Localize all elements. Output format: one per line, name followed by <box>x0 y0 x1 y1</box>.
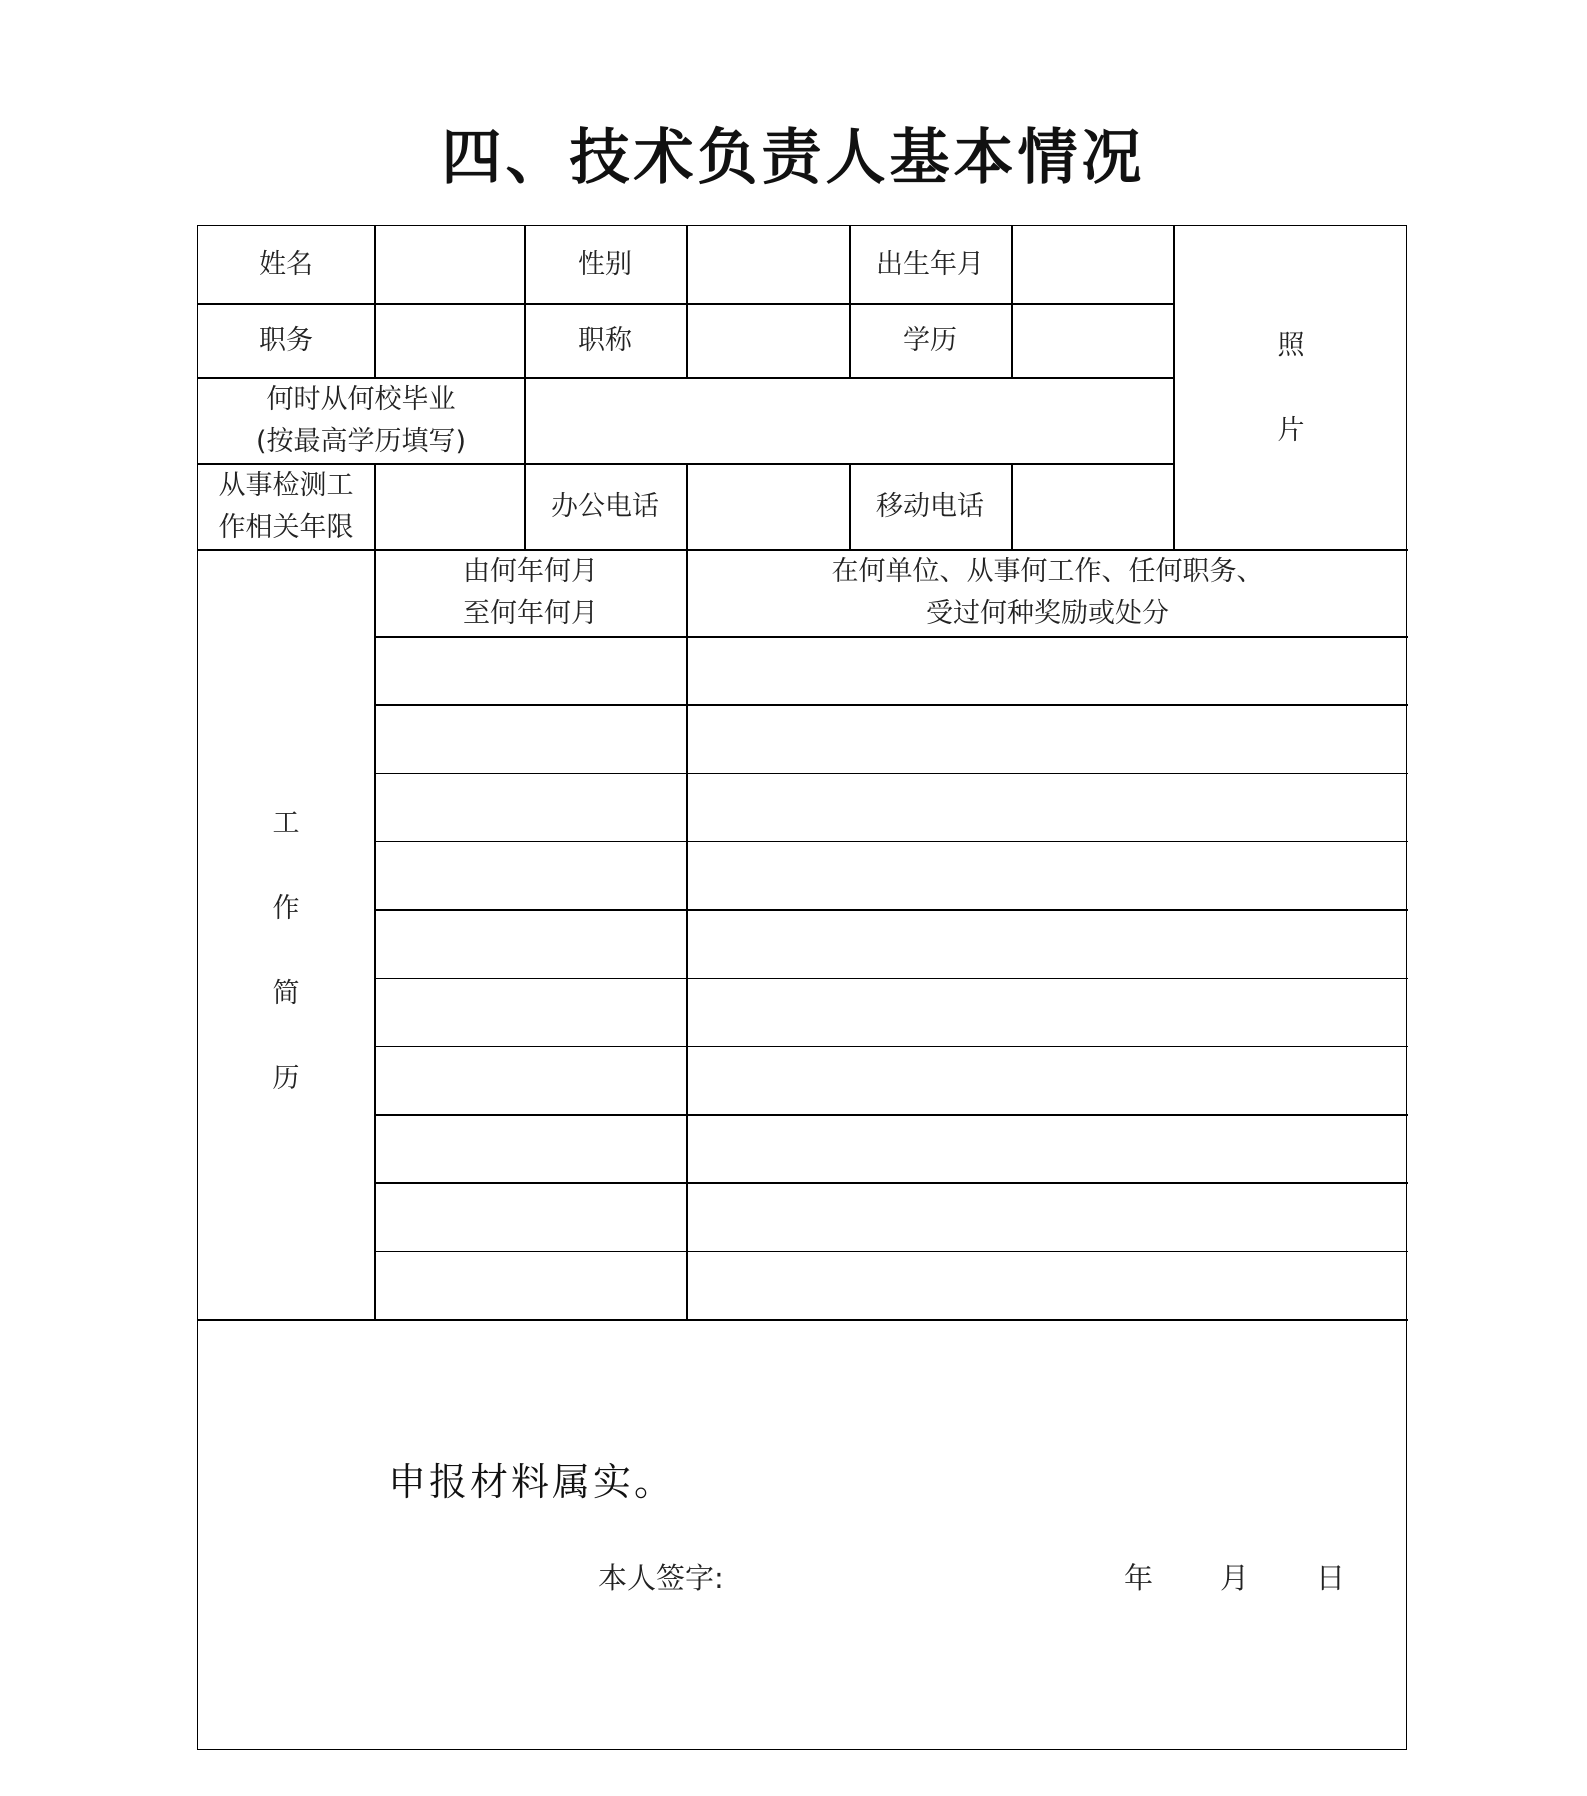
work-history-char: 作 <box>272 893 300 924</box>
details-header-line2: 受过何种奖励或处分 <box>926 598 1169 629</box>
work-period-field[interactable] <box>375 1252 686 1319</box>
education-label: 学历 <box>903 324 957 356</box>
work-period-field[interactable] <box>375 1183 686 1250</box>
mobile-phone-label: 移动电话 <box>876 490 984 522</box>
declaration-statement: 申报材料属实。 <box>388 1460 676 1504</box>
years-in-testing-label <box>198 464 374 549</box>
position-field[interactable] <box>375 304 524 377</box>
office-phone-field[interactable] <box>687 464 849 549</box>
work-period-field[interactable] <box>375 910 686 977</box>
birth-date-label: 出生年月 <box>876 248 984 280</box>
work-period-field[interactable] <box>375 1115 686 1182</box>
work-history-label <box>198 781 374 1181</box>
work-details-field[interactable] <box>687 1183 1408 1250</box>
row-divider <box>198 1319 1408 1321</box>
work-period-field[interactable] <box>375 637 686 704</box>
work-details-field[interactable] <box>687 979 1408 1046</box>
photo-area[interactable] <box>1174 226 1408 549</box>
position-label: 职务 <box>259 324 313 356</box>
period-header <box>375 550 686 636</box>
birth-date-field[interactable] <box>1012 226 1173 303</box>
mobile-phone-field[interactable] <box>1012 464 1173 549</box>
years-in-testing-field[interactable] <box>375 464 524 549</box>
photo-char-1: 照 <box>1277 329 1305 361</box>
work-details-field[interactable] <box>687 637 1408 704</box>
work-details-field[interactable] <box>687 774 1408 841</box>
years-label-line2: 作相关年限 <box>218 511 354 543</box>
office-phone-label: 办公电话 <box>551 490 659 522</box>
name-label: 姓名 <box>259 248 313 280</box>
professional-title-field[interactable] <box>687 304 849 377</box>
years-label-line1: 从事检测工 <box>218 469 354 501</box>
period-header-line1: 由何年何月 <box>463 556 598 587</box>
graduation-label-line2: (按最高学历填写) <box>255 425 467 457</box>
work-details-field[interactable] <box>687 705 1408 772</box>
work-period-field[interactable] <box>375 705 686 772</box>
graduation-label <box>198 378 524 463</box>
education-field[interactable] <box>1012 304 1173 377</box>
work-details-field[interactable] <box>687 1115 1408 1182</box>
work-period-field[interactable] <box>375 1047 686 1114</box>
gender-label: 性别 <box>578 248 632 280</box>
work-details-field[interactable] <box>687 842 1408 909</box>
work-details-field[interactable] <box>687 910 1408 977</box>
work-period-field[interactable] <box>375 979 686 1046</box>
graduation-label-line1: 何时从何校毕业 <box>266 383 456 415</box>
page-title: 四、技术负责人基本情况 <box>441 123 1146 193</box>
professional-title-label: 职称 <box>578 324 632 356</box>
name-field[interactable] <box>375 226 524 303</box>
work-history-char: 简 <box>272 978 300 1009</box>
period-header-line2: 至何年何月 <box>463 598 598 629</box>
work-details-field[interactable] <box>687 1047 1408 1114</box>
photo-char-2: 片 <box>1277 414 1305 446</box>
details-header-line1: 在何单位、从事何工作、任何职务、 <box>831 556 1264 587</box>
work-period-field[interactable] <box>375 774 686 841</box>
work-details-field[interactable] <box>687 1252 1408 1319</box>
work-history-char: 工 <box>272 808 300 839</box>
month-label: 月 <box>1220 1561 1250 1595</box>
graduation-field[interactable] <box>525 378 1173 463</box>
signature-label: 本人签字: <box>598 1561 724 1595</box>
day-label: 日 <box>1316 1561 1346 1595</box>
gender-field[interactable] <box>687 226 849 303</box>
work-history-char: 历 <box>272 1063 300 1094</box>
technical-lead-form <box>197 225 1407 1750</box>
work-period-field[interactable] <box>375 842 686 909</box>
details-header <box>687 550 1408 636</box>
year-label: 年 <box>1124 1561 1154 1595</box>
